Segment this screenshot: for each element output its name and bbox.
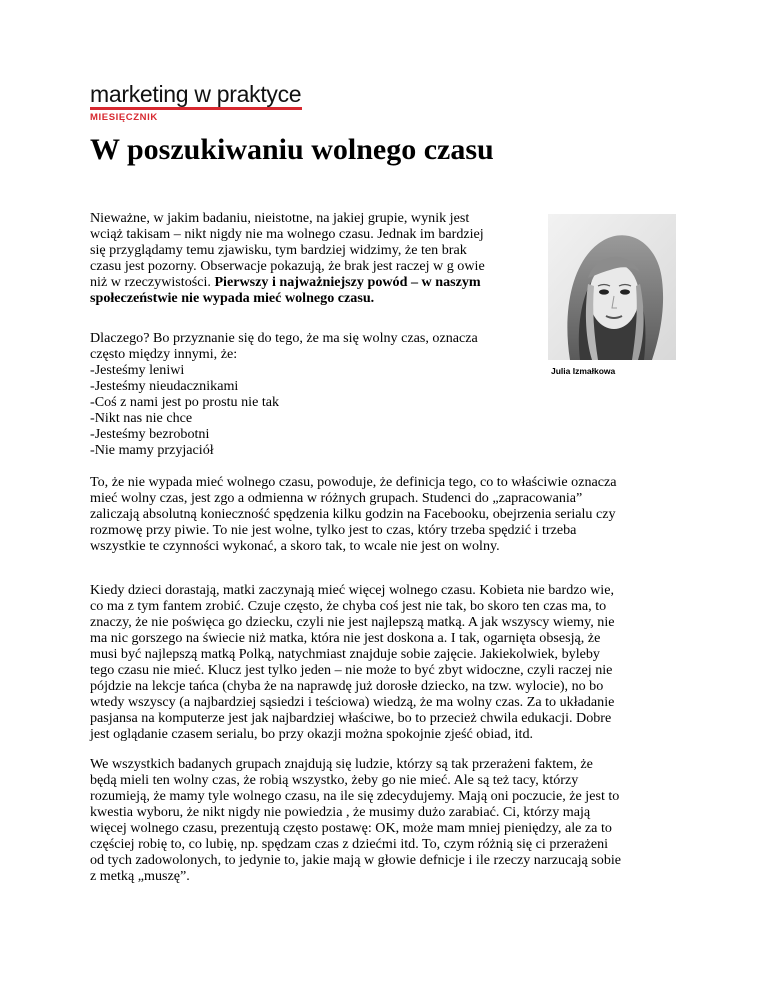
text-line: będą mieli ten wolny czas, że robią wszystko, żeby go nie mieć. Ale są też tacy, którzy: [90, 772, 579, 788]
text-line: częściej robię to, co lubię, np. spędzam czas z dziećmi itd. To, czym różnią się ci przerażeni: [90, 836, 609, 852]
text-line: się przyglądamy temu zjawisku, tym bardziej widzimy, że ten brak: [90, 242, 467, 258]
text-line: znaczy, że nie poświęca go dziecku, czyli nie jest najlepszą matką. A jak wszyscy wiemy, nie: [90, 614, 615, 630]
text-line: We wszystkich badanych grupach znajdują się ludzie, którzy są tak przerażeni faktem, że: [90, 756, 593, 772]
author-portrait-image: [548, 214, 676, 360]
text-line: pasjansa na komputerze jest jak najbardziej właściwe, bo to przecież chwila edukacji. Dobre: [90, 710, 612, 726]
text-line: To, że nie wypada mieć wolnego czasu, powoduje, że definicja tego, co to właściwie oznacza: [90, 474, 617, 490]
text-line: pójdzie na lekcje tańca (chyba że na naprawdę już dorosłe dziecko, na tzw. wylocie), no bo: [90, 678, 604, 694]
text-line: z metką „muszę”.: [90, 868, 190, 884]
text-line: wtedy wszyscy (a najbardziej sąsiedzi i teściowa) wiedzą, że ma wolny czas. Za to układanie: [90, 694, 615, 710]
bold-text-run: Pierwszy i najważniejszy powód – w naszym: [214, 274, 481, 290]
students-paragraph: [90, 474, 690, 554]
list-item: -Jesteśmy leniwi: [90, 362, 185, 378]
logo-red-rule: [90, 107, 302, 110]
groups-paragraph: [90, 756, 690, 884]
bold-text-line: społeczeństwie nie wypada mieć wolnego czasu.: [90, 290, 375, 306]
text-line: kwestia wyboru, że nikt nigdy nie powiedzia , że musimy dużo zarabiać. Ci, którzy mają: [90, 804, 591, 820]
logo-subtitle: MIESIĘCZNIK: [90, 112, 158, 123]
text-line: Nieważne, w jakim badaniu, nieistotne, na jakiej grupie, wynik jest: [90, 210, 470, 226]
author-photo: [548, 214, 676, 360]
intro-paragraph: [90, 210, 538, 306]
text-line: wszystkie te czynności wykonać, a skoro tak, to wcale nie jest on wolny.: [90, 538, 500, 554]
text-run: niż w rzeczywistości.: [90, 274, 215, 290]
text-line: co ma z tym fantem zrobić. Czuje często, że chyba coś jest nie tak, bo skoro ten czas ma, to: [90, 598, 607, 614]
text-line: od tych zadowolonych, to jedynie to, jakie mają w głowie defnicje i ile rzeczy narzucają sobie: [90, 852, 622, 868]
text-line: często między innymi, że:: [90, 346, 238, 362]
why-paragraph: [90, 330, 530, 458]
list-item: -Nie mamy przyjaciół: [90, 442, 214, 458]
text-line: jest oglądanie czasem serialu, bo przy okazji można spokojnie zjeść obiad, itd.: [90, 726, 534, 742]
list-item: -Jesteśmy nieudacznikami: [90, 378, 239, 394]
text-line: zaliczają absolutną konieczność spędzenia kilku godzin na Facebooku, obejrzenia serialu czy: [90, 506, 616, 522]
text-line: mieć wolny czas, jest zgo a odmienna w różnych grupach. Studenci do „zapracowania”: [90, 490, 583, 506]
logo-brand-text: marketing w praktyce: [90, 81, 302, 107]
text-line: [90, 274, 538, 290]
text-line: wciąż takisam – nikt nigdy nie ma wolnego czasu. Jednak im bardziej: [90, 226, 484, 242]
text-line: rozmowę przy piwie. To nie jest wolne, tylko jest to czas, który trzeba spędzić i trzeba: [90, 522, 577, 538]
text-line: rozumieją, że mamy tyle wolnego czasu, na ile się zdecydujemy. Mają oni poczucie, że jest to: [90, 788, 620, 804]
text-line: musi być najlepszą matką Polką, natychmiast znajduje sobie zajęcie. Jakiekolwiek, byleby: [90, 646, 600, 662]
magazine-logo: [90, 82, 310, 123]
text-line: ma nic gorszego na świecie niż matka, która nie jest doskona a. I tak, ogarnięta obsesją, że: [90, 630, 601, 646]
text-line: czasu jest pozorny. Obserwacje pokazują, że brak jest raczej w g owie: [90, 258, 485, 274]
list-item: -Jesteśmy bezrobotni: [90, 426, 210, 442]
text-line: Kiedy dzieci dorastają, matki zaczynają mieć więcej wolnego czasu. Kobieta nie bardzo wie,: [90, 582, 614, 598]
photo-caption: Julia Izmałkowa: [551, 366, 616, 376]
article-title: W poszukiwaniu wolnego czasu: [90, 133, 494, 166]
text-line: tego czasu nie mieć. Klucz jest tylko jeden – nie może to być zbyt widoczne, czyli raczej nie: [90, 662, 613, 678]
list-item: -Coś z nami jest po prostu nie tak: [90, 394, 280, 410]
mothers-paragraph: [90, 582, 690, 742]
list-item: -Nikt nas nie chce: [90, 410, 193, 426]
text-line: więcej wolnego czasu, prezentują często postawę: OK, może mam mniej pieniędzy, ale za to: [90, 820, 612, 836]
text-line: Dlaczego? Bo przyznanie się do tego, że ma się wolny czas, oznacza: [90, 330, 478, 346]
